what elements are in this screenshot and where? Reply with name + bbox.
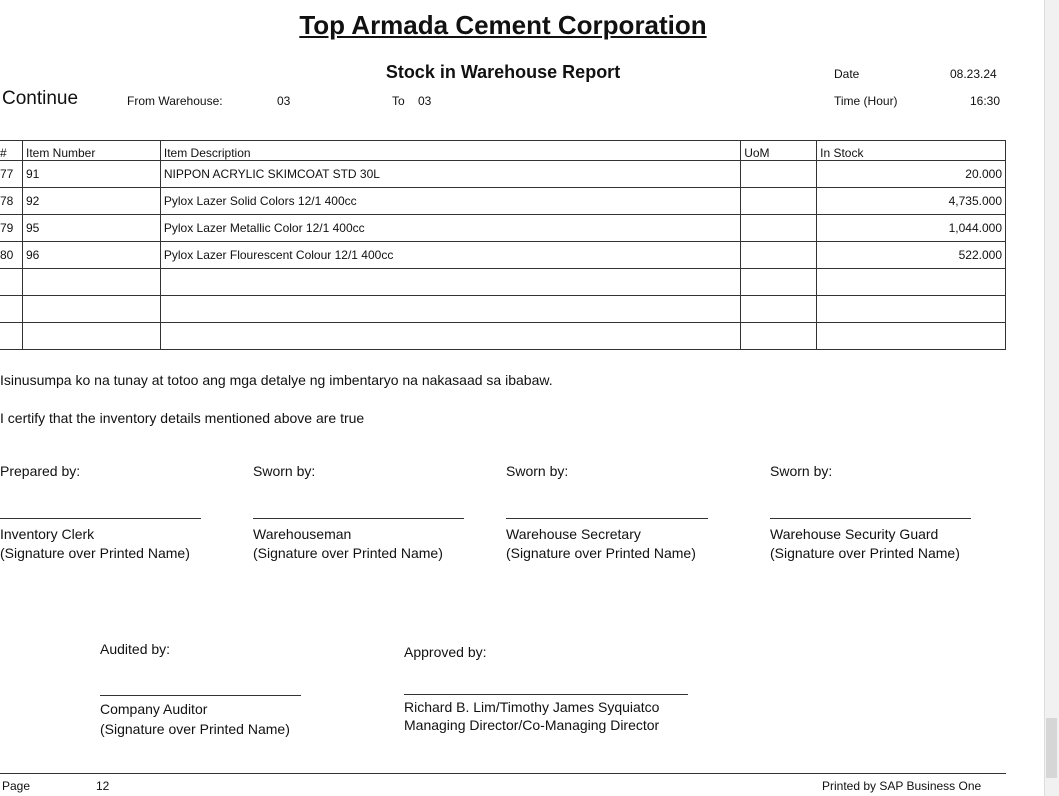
prepared-signature-line xyxy=(0,518,201,519)
row-number: 78 xyxy=(0,188,22,215)
company-name: Top Armada Cement Corporation xyxy=(299,10,707,40)
sworn-by-role-2: Warehouse Secretary xyxy=(506,526,641,542)
prepared-by-caption: Prepared by: xyxy=(0,463,81,479)
scrollbar-thumb[interactable] xyxy=(1046,718,1057,778)
table-header-row xyxy=(0,141,1006,161)
item-uom xyxy=(741,242,817,269)
sworn-by-note-3: (Signature over Printed Name) xyxy=(770,545,960,561)
column-header: # xyxy=(0,141,22,161)
item-uom xyxy=(741,188,817,215)
printed-by: Printed by SAP Business One xyxy=(822,779,982,793)
oath-filipino: Isinusumpa ko na tunay at totoo ang mga detalye ng imbentaryo na nakasaad sa ibabaw. xyxy=(0,372,553,388)
table-row xyxy=(0,242,1006,269)
sworn-by-caption-2: Sworn by: xyxy=(506,463,569,479)
date-value: 08.23.24 xyxy=(950,67,997,81)
item-number: 95 xyxy=(22,215,160,242)
approved-signature-line xyxy=(404,694,688,695)
table-row xyxy=(0,215,1006,242)
column-header: UoM xyxy=(741,141,817,161)
item-uom xyxy=(741,215,817,242)
approved-by-caption: Approved by: xyxy=(404,644,487,660)
page-number: 12 xyxy=(96,779,110,793)
column-header: In Stock xyxy=(817,141,1006,161)
table-row-empty xyxy=(0,323,1006,350)
oath-english: I certify that the inventory details mentioned above are true xyxy=(0,410,365,426)
item-number: 92 xyxy=(22,188,160,215)
vertical-scrollbar[interactable] xyxy=(1044,0,1059,796)
sworn-signature-line-2 xyxy=(506,518,708,519)
sworn-by-role-1: Warehouseman xyxy=(253,526,352,542)
sworn-signature-line-1 xyxy=(253,518,464,519)
report-title: Stock in Warehouse Report xyxy=(385,62,621,82)
item-description: Pylox Lazer Flourescent Colour 12/1 400cc xyxy=(160,242,740,269)
table-row-empty xyxy=(0,296,1006,323)
item-in-stock: 20.000 xyxy=(817,161,1006,188)
table-row xyxy=(0,161,1006,188)
sworn-by-caption-1: Sworn by: xyxy=(253,463,316,479)
time-label: Time (Hour) xyxy=(834,94,898,108)
table-row-empty xyxy=(0,269,1006,296)
item-number: 91 xyxy=(22,161,160,188)
sworn-by-caption-3: Sworn by: xyxy=(770,463,833,479)
to-label: To xyxy=(392,94,405,108)
column-header: Item Number xyxy=(22,141,160,161)
audited-signature-line xyxy=(100,695,301,696)
item-uom xyxy=(741,161,817,188)
from-warehouse-label: From Warehouse: xyxy=(127,94,223,108)
prepared-by-note: (Signature over Printed Name) xyxy=(0,545,190,561)
item-in-stock: 1,044.000 xyxy=(817,215,1006,242)
item-description: Pylox Lazer Solid Colors 12/1 400cc xyxy=(160,188,740,215)
item-in-stock: 522.000 xyxy=(817,242,1006,269)
sworn-signature-line-3 xyxy=(770,518,971,519)
sworn-by-note-1: (Signature over Printed Name) xyxy=(253,545,443,561)
audited-by-note: (Signature over Printed Name) xyxy=(100,721,290,737)
approved-by-name: Richard B. Lim/Timothy James Syquiatco xyxy=(404,699,660,715)
item-number: 96 xyxy=(22,242,160,269)
row-number: 80 xyxy=(0,242,22,269)
column-header: Item Description xyxy=(160,141,740,161)
item-in-stock: 4,735.000 xyxy=(817,188,1006,215)
prepared-by-role: Inventory Clerk xyxy=(0,526,95,542)
sworn-by-note-2: (Signature over Printed Name) xyxy=(506,545,696,561)
audited-by-role: Company Auditor xyxy=(100,701,208,717)
row-number: 79 xyxy=(0,215,22,242)
page-label: Page xyxy=(2,779,31,793)
item-description: Pylox Lazer Metallic Color 12/1 400cc xyxy=(160,215,740,242)
time-value: 16:30 xyxy=(970,94,1001,108)
table-row xyxy=(0,188,1006,215)
footer-divider xyxy=(0,773,1006,774)
stock-table xyxy=(0,140,1006,350)
approved-by-title: Managing Director/Co-Managing Director xyxy=(404,717,660,733)
to-value: 03 xyxy=(418,94,432,108)
item-description: NIPPON ACRYLIC SKIMCOAT STD 30L xyxy=(160,161,740,188)
from-warehouse-value: 03 xyxy=(277,94,291,108)
sworn-by-role-3: Warehouse Security Guard xyxy=(770,526,939,542)
date-label: Date xyxy=(834,67,860,81)
audited-by-caption: Audited by: xyxy=(100,641,171,657)
row-number: 77 xyxy=(0,161,22,188)
continue-label: Continue xyxy=(2,88,79,109)
